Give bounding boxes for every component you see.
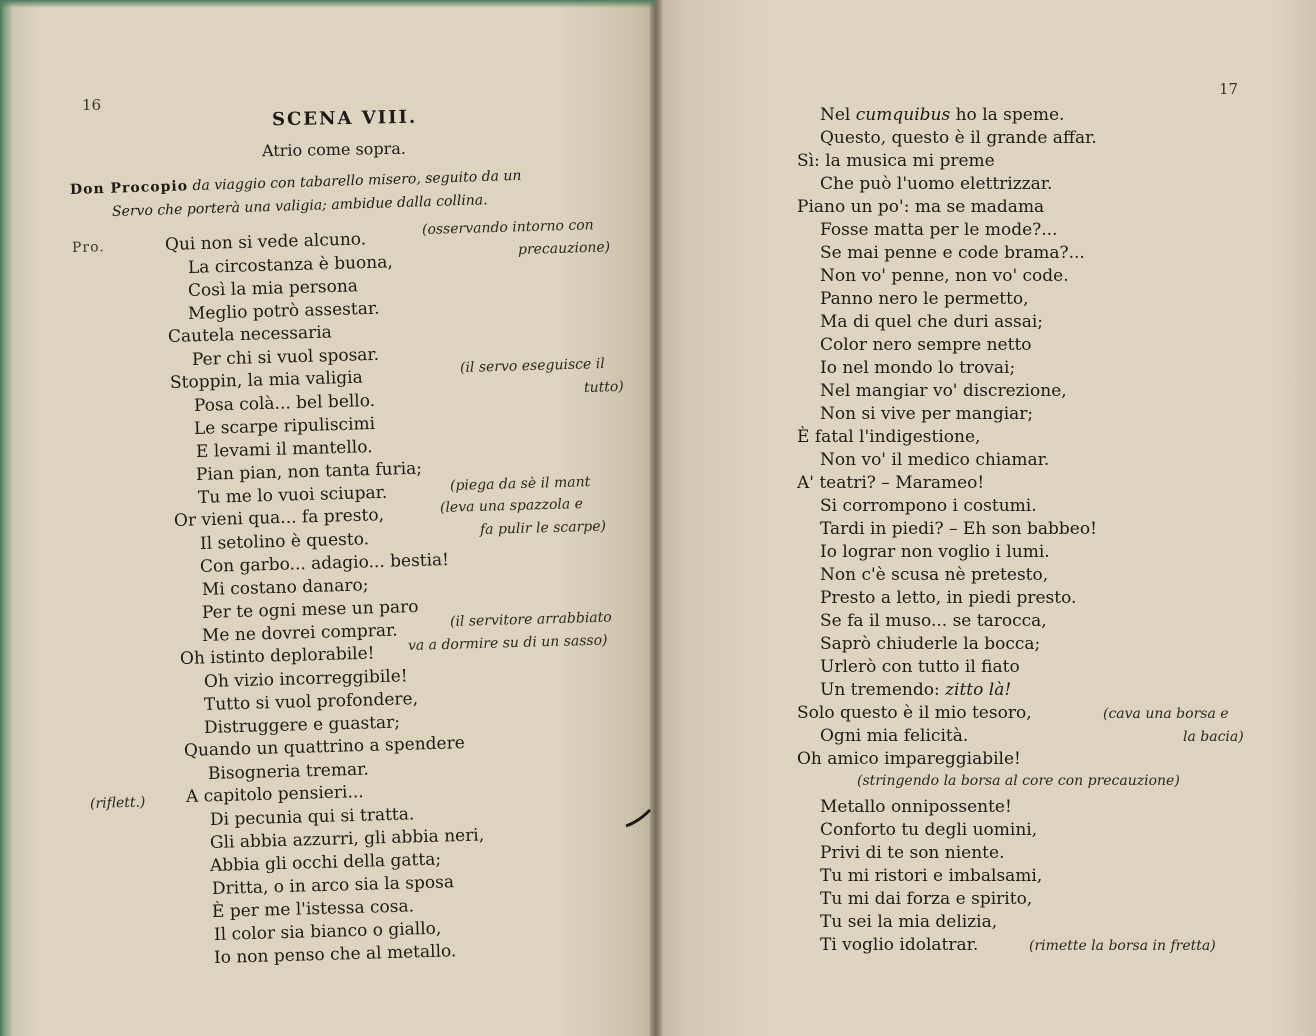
verse-line: Saprò chiuderle la bocca; <box>820 634 1041 654</box>
verse-line: Cautela necessaria <box>167 322 333 347</box>
verse-line: Nel mangiar vo' discrezione, <box>820 381 1067 401</box>
stage-aside: (leva una spazzola e <box>439 496 584 516</box>
verse-line: Me ne dovrei comprar. <box>201 620 398 646</box>
verse-line: Questo, questo è il grande affar. <box>820 128 1097 148</box>
verse-line: Quando un quattrino a spendere <box>183 733 466 761</box>
verse-line: Piano un po': ma se madama <box>797 197 1045 217</box>
page-number: 16 <box>82 96 102 114</box>
verse-line: Si corrompono i costumi. <box>820 496 1037 516</box>
verse-line: Or vieni qua... fa presto, <box>173 505 385 531</box>
stage-aside: la bacia) <box>1183 729 1244 745</box>
verse-line: E levami il mantello. <box>195 437 373 462</box>
verse-line: Io nel mondo lo trovai; <box>820 358 1016 378</box>
verse-line: Se mai penne e code brama?... <box>820 243 1085 263</box>
page-number: 17 <box>1219 80 1239 98</box>
verse-line: Con garbo... adagio... bestia! <box>199 550 450 577</box>
stage-aside: (stringendo la borsa al core con precauzione) <box>857 773 1180 789</box>
verse-line: Oh amico impareggiabile! <box>797 749 1021 769</box>
verse-line: Urlerò con tutto il fiato <box>820 657 1020 677</box>
verse-line: A' teatri? – Marameo! <box>797 473 985 493</box>
verse-line: È per me l'istessa cosa. <box>211 896 415 922</box>
stage-aside: (riflett.) <box>89 794 146 812</box>
verse-line: È fatal l'indigestione, <box>797 427 981 447</box>
stage-aside: (il servitore arrabbiato <box>449 609 612 630</box>
verse-line: Gli abbia azzurri, gli abbia neri, <box>209 825 485 853</box>
verse-line: Tu sei la mia delizia, <box>820 912 998 932</box>
stage-aside: precauzione) <box>517 239 611 258</box>
verse-line: Metallo onnipossente! <box>820 797 1012 817</box>
verse-line: Conforto tu degli uomini, <box>820 820 1038 840</box>
verse-line: Il color sia bianco o giallo, <box>213 918 442 945</box>
verse-line: Mi costano danaro; <box>201 575 369 600</box>
verse-line: La circostanza è buona, <box>187 252 394 278</box>
verse-line: Per te ogni mese un paro <box>201 596 419 623</box>
speaker-label: Pro. <box>71 239 105 256</box>
verse-line: Meglio potrò assestar. <box>187 298 380 324</box>
verse-line: A capitolo pensieri... <box>185 782 364 807</box>
verse-line: Io non penso che al metallo. <box>213 941 457 968</box>
verse-line: Non si vive per mangiar; <box>820 404 1034 424</box>
stage-aside: (osservando intorno con <box>421 217 594 238</box>
stage-direction-text: Servo che porterà una valigia; ambidue dalla collina. <box>111 192 488 220</box>
verse-line: Bisogneria tremar. <box>207 759 370 784</box>
verse-line: Non vo' il medico chiamar. <box>820 450 1050 470</box>
book-gutter <box>650 0 662 1036</box>
verse-line: Distruggere e guastar; <box>203 712 401 738</box>
stage-aside: tutto) <box>583 378 625 396</box>
verse-line: Nel cumquibus ho la speme. <box>820 105 1065 125</box>
verse-line: Solo questo è il mio tesoro, <box>797 703 1032 723</box>
verse-line: Sì: la musica mi preme <box>797 151 995 171</box>
stage-direction-text: da viaggio con tabarello misero, seguito da un <box>192 167 522 195</box>
verse-line: Ma di quel che duri assai; <box>820 312 1044 332</box>
cover-edge-top <box>0 0 655 8</box>
verse-line: Il setolino è questo. <box>199 529 370 554</box>
verse-line: Oh istinto deplorabile! <box>179 643 375 669</box>
stage-aside: (rimette la borsa in fretta) <box>1029 938 1216 954</box>
stage-aside: (il servo eseguisce il <box>459 355 605 376</box>
stage-aside: va a dormire su di un sasso) <box>407 632 608 654</box>
verse-line: Così la mia persona <box>187 276 359 301</box>
stage-aside: (cava una borsa e <box>1103 706 1229 722</box>
scene-title: SCENA VIII. <box>271 106 418 131</box>
right-page <box>655 0 1316 1036</box>
verse-line: Stoppin, la mia valigia <box>169 367 364 393</box>
scene-subtitle: Atrio come sopra. <box>261 138 407 161</box>
verse-line: Un tremendo: zitto là! <box>820 680 1012 700</box>
verse-line: Tutto si vuol profondere, <box>203 689 419 715</box>
verse-line: Presto a letto, in piedi presto. <box>820 588 1077 608</box>
verse-line: Ti voglio idolatrar. <box>820 935 979 955</box>
verse-line: Abbia gli occhi della gatta; <box>209 849 442 876</box>
verse-line: Pian pian, non tanta furia; <box>195 458 423 485</box>
stage-direction-line-2 <box>112 192 488 220</box>
cover-edge <box>0 0 12 1036</box>
verse-line: Oh vizio incorreggibile! <box>203 666 408 692</box>
verse-line: Qui non si vede alcuno. <box>164 229 367 255</box>
verse-line: Ogni mia felicità. <box>820 726 969 746</box>
verse-line: Posa colà... bel bello. <box>193 390 376 416</box>
verse-line: Tu me lo vuoi sciupar. <box>197 482 388 508</box>
verse-line: Tu mi dai forza e spirito, <box>820 889 1033 909</box>
verse-line: Per chi si vuol sposar. <box>191 344 380 370</box>
verse-line: Le scarpe ripuliscimi <box>193 413 376 439</box>
verse-line: Color nero sempre netto <box>820 335 1032 355</box>
verse-line: Non c'è scusa nè pretesto, <box>820 565 1049 585</box>
verse-line: Io lograr non voglio i lumi. <box>820 542 1050 562</box>
stage-aside: (piega da sè il mant <box>449 474 591 494</box>
verse-line: Panno nero le permetto, <box>820 289 1029 309</box>
verse-line: Di pecunia qui si tratta. <box>209 804 415 830</box>
stage-aside: fa pulir le scarpe) <box>479 518 607 538</box>
verse-line: Dritta, o in arco sia la sposa <box>211 872 455 899</box>
verse-line: Se fa il muso... se tarocca, <box>820 611 1047 631</box>
verse-line: Privi di te son niente. <box>820 843 1005 863</box>
character-name: Don Procopio <box>69 178 189 198</box>
left-page <box>0 0 655 1036</box>
verse-line: Fosse matta per le mode?... <box>820 220 1058 240</box>
verse-line: Che può l'uomo elettrizzar. <box>820 174 1053 194</box>
verse-line: Non vo' penne, non vo' code. <box>820 266 1069 286</box>
verse-line: Tu mi ristori e imbalsami, <box>820 866 1043 886</box>
verse-line: Tardi in piedi? – Eh son babbeo! <box>820 519 1097 539</box>
